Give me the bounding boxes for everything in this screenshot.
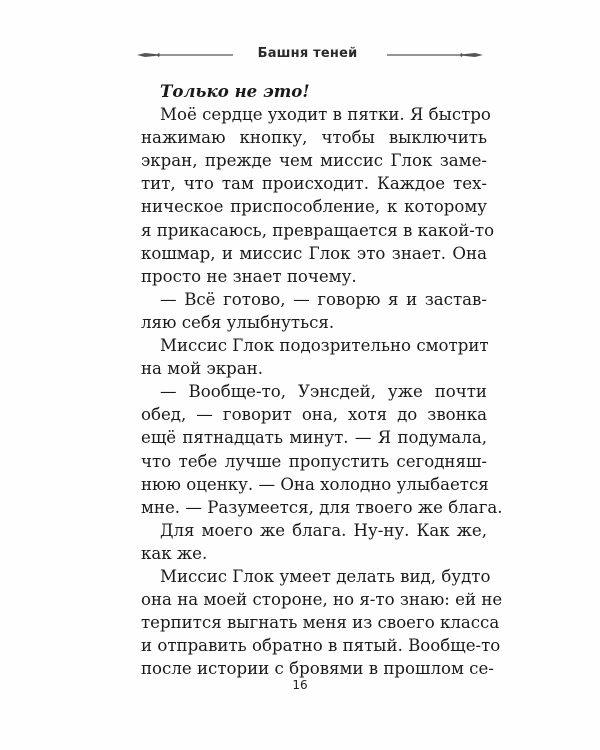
- text-line: тит, что там происходит. Каждое тех-: [141, 174, 487, 194]
- text-line: ляю себя улыбнуться.: [141, 312, 335, 332]
- text-line: она на моей стороне, но я-то знаю: ей не: [141, 590, 503, 610]
- text-line: как же.: [141, 543, 208, 563]
- text-line: обед, — говорит она, хотя до звонка: [141, 405, 487, 425]
- text-line: терпится выгнать меня из своего класса: [141, 613, 500, 633]
- header-title: Башня теней: [257, 46, 358, 61]
- text-line: мне. — Разумеется, для твоего же блага.: [141, 497, 503, 517]
- text-line: экран, прежде чем миссис Глок заме-: [141, 151, 487, 171]
- text-line: просто не знает почему.: [141, 266, 357, 286]
- text-line: Для моего же блага. Ну-ну. Как же,: [160, 520, 487, 540]
- text-line: — Всё готово, — говорю я и застав-: [160, 289, 487, 309]
- text-line: Только не это!: [160, 81, 310, 101]
- text-line: что тебе лучше пропустить сегодняш-: [141, 451, 487, 471]
- body-text: [141, 80, 503, 680]
- text-line: Моё сердце уходит в пятки. Я быстро: [160, 105, 491, 125]
- text-line: Миссис Глок умеет делать вид, будто: [160, 566, 491, 586]
- text-line: нажимаю кнопку, чтобы выключить: [141, 128, 487, 148]
- text-line: кошмар, и миссис Глок это знает. Она: [141, 243, 487, 263]
- text-line: после истории с бровями в прошлом се-: [141, 659, 494, 679]
- text-line: ническое приспособление, к которому: [141, 197, 487, 217]
- page-number: 16: [292, 678, 308, 692]
- text-line: нюю оценку. — Она холодно улыбается: [141, 474, 489, 494]
- arrow-right-ornament-icon: [385, 52, 485, 58]
- text-line: я прикасаюсь, превращается в какой-то: [141, 220, 495, 240]
- text-line: и отправить обратно в пятый. Вообще-то: [141, 636, 501, 656]
- text-line: ещё пятнадцать минут. — Я подумала,: [141, 428, 487, 448]
- text-line: Миссис Глок подозрительно смотрит: [160, 336, 489, 356]
- text-line: на мой экран.: [141, 359, 263, 379]
- running-header: [130, 44, 485, 66]
- text-line: — Вообще-то, Уэнсдей, уже почти: [160, 382, 487, 402]
